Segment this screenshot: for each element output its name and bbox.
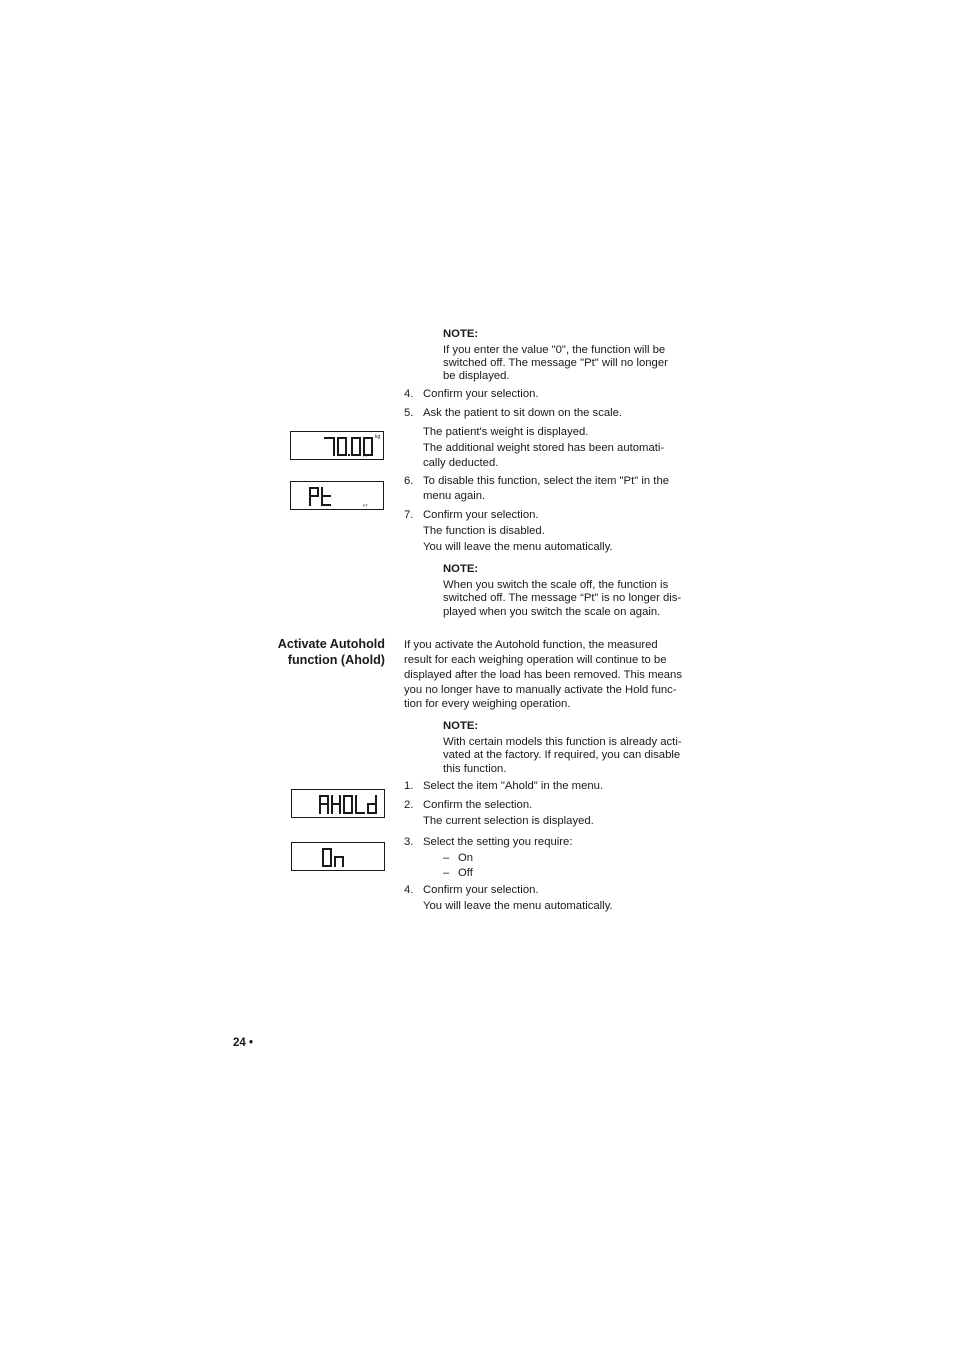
step-result: The function is disabled. [423,525,545,537]
step-text: Confirm your selection. [423,884,539,896]
step-text: Confirm the selection. [423,799,533,811]
step-result: cally deducted. [423,457,499,469]
note-text: If you enter the value "0", the function will be [443,344,666,356]
section-intro: If you activate the Autohold function, the measured [404,639,658,651]
step-text: menu again. [423,490,486,502]
step-number: 4. [404,884,414,896]
note-text: switched off. The message "Pt" will no longer [443,357,668,369]
section-intro: you no longer have to manually activate the Hold func- [404,684,677,696]
step-text: Confirm your selection. [423,509,539,521]
lcd-display-ahold [291,789,385,818]
note-text: vated at the factory. If required, you can disable [443,749,681,761]
step-result: You will leave the menu automatically. [423,541,613,553]
step-result: The additional weight stored has been automati- [423,442,665,454]
lcd-display-weight [290,431,384,460]
indicator-label: PT [363,503,369,508]
section-intro: tion for every weighing operation. [404,698,571,710]
note-heading: NOTE: [443,563,479,575]
step-result: You will leave the menu automatically. [423,900,613,912]
lcd-display-on [291,842,385,871]
unit-label: kg [375,434,381,440]
step-number: 4. [404,388,414,400]
note-text: played when you switch the scale on again. [443,606,661,618]
option-label: On [458,852,474,864]
indicator-label: PT [363,453,369,458]
step-text: Confirm your selection. [423,388,539,400]
step-text: Ask the patient to sit down on the scale. [423,407,623,419]
option-dash: – [443,867,450,879]
note-text: switched off. The message “Pt” is no longer dis- [443,592,682,604]
step-text: Select the item "Ahold" in the menu. [423,780,604,792]
step-number: 3. [404,836,414,848]
page-number: 24 • [233,1037,254,1049]
section-intro: displayed after the load has been removed. This means [404,669,682,681]
step-number: 1. [404,780,414,792]
option-dash: – [443,852,450,864]
step-number: 7. [404,509,414,521]
note-text: With certain models this function is already acti- [443,736,682,748]
step-text: To disable this function, select the item "Pt" in the [423,475,670,487]
step-result: The patient's weight is displayed. [423,426,589,438]
note-text: this function. [443,763,507,775]
step-number: 5. [404,407,414,419]
note-heading: NOTE: [443,328,479,340]
note-heading: NOTE: [443,720,479,732]
option-label: Off [458,867,473,879]
note-text: When you switch the scale off, the function is [443,579,669,591]
section-title: function (Ahold) [287,653,385,667]
note-text: be displayed. [443,370,510,382]
lcd-display-pt [290,481,384,510]
section-intro: result for each weighing operation will continue to be [404,654,667,666]
step-result: The current selection is displayed. [423,815,594,827]
step-number: 6. [404,475,414,487]
section-title: Activate Autohold [277,637,385,651]
step-text: Select the setting you require: [423,836,573,848]
step-number: 2. [404,799,414,811]
